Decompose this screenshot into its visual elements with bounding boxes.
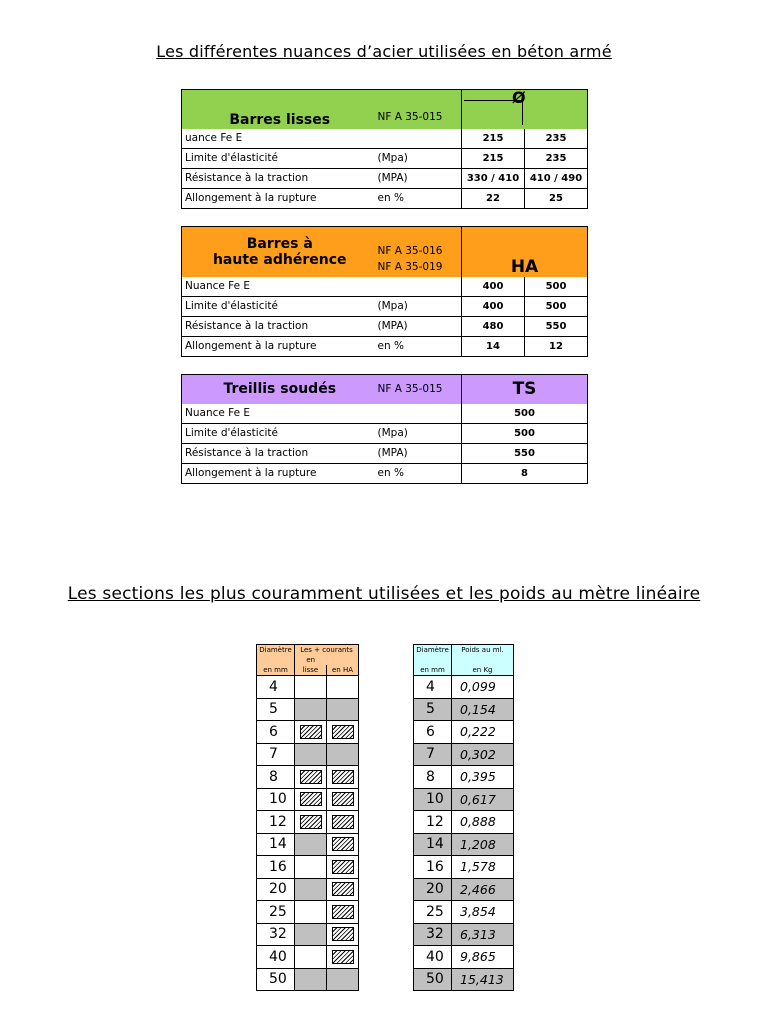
symbol-cell [462, 90, 588, 130]
table-row [257, 968, 359, 991]
table-row [182, 149, 588, 169]
ha-cell [327, 946, 359, 969]
diameter-cell: 5 [414, 698, 452, 721]
table-title-line2: haute adhérence [212, 252, 347, 268]
diameter-cell: 16 [414, 856, 452, 879]
lisse-cell [295, 721, 327, 744]
table-row [257, 923, 359, 946]
table-row [414, 968, 514, 991]
sections-header-row [257, 645, 359, 656]
sections-header-row [257, 665, 359, 676]
lisse-cell [295, 766, 327, 789]
hatch-icon [300, 792, 322, 806]
table-row [414, 788, 514, 811]
hatch-icon [332, 882, 354, 896]
property-label: Nuance Fe E [182, 277, 378, 297]
value-grade-1: 14 [462, 337, 525, 357]
hatch-icon [300, 770, 322, 784]
ha-cell [327, 721, 359, 744]
diameter-cell: 5 [257, 698, 295, 721]
lisse-cell [295, 968, 327, 991]
lisse-cell [295, 946, 327, 969]
property-label: Limite d'élasticité [182, 424, 378, 444]
table-row [414, 698, 514, 721]
table-row [257, 878, 359, 901]
property-label: Résistance à la traction [182, 169, 378, 189]
header-poids: Poids au ml. [452, 645, 514, 656]
ha-cell [327, 811, 359, 834]
table-row [257, 811, 359, 834]
table-row [257, 946, 359, 969]
value-grade-2: 500 [525, 277, 588, 297]
header-blank [452, 655, 514, 665]
table-row [182, 129, 588, 149]
hatch-icon [332, 905, 354, 919]
table-row [182, 424, 588, 444]
hatch-icon [332, 860, 354, 874]
norm-label [378, 227, 462, 278]
norm-label: NF A 35-015 [378, 90, 462, 130]
diameter-cell: 40 [257, 946, 295, 969]
value-grade: 8 [462, 464, 588, 484]
table-row [182, 297, 588, 317]
weight-cell: 0,099 [452, 676, 514, 699]
ha-cell [327, 878, 359, 901]
hatch-icon [300, 815, 322, 829]
table-row [414, 946, 514, 969]
diameter-cell: 32 [414, 923, 452, 946]
diameter-cell: 14 [257, 833, 295, 856]
table-row [257, 721, 359, 744]
value-grade: 500 [462, 424, 588, 444]
unit-label [378, 129, 462, 149]
hatch-icon [300, 725, 322, 739]
diameter-cell: 16 [257, 856, 295, 879]
diameter-cell: 50 [257, 968, 295, 991]
lisse-cell [295, 788, 327, 811]
sections-header-row [257, 655, 359, 665]
table-row [414, 923, 514, 946]
norm-label: NF A 35-015 [378, 375, 462, 405]
property-label: Allongement à la rupture [182, 464, 378, 484]
property-label: Nuance Fe E [182, 404, 378, 424]
value-grade-2: 235 [525, 129, 588, 149]
weights-header-row [414, 655, 514, 665]
page-title: Les différentes nuances d’acier utilisées en béton armé [156, 42, 612, 61]
header-en: en [295, 655, 327, 665]
table-title [182, 227, 378, 278]
hatch-icon [332, 815, 354, 829]
diameter-cell: 25 [414, 901, 452, 924]
table-row [414, 901, 514, 924]
lisse-cell [295, 811, 327, 834]
lisse-cell [295, 833, 327, 856]
hatch-icon [332, 837, 354, 851]
hatch-icon [332, 725, 354, 739]
table-row [182, 404, 588, 424]
value-grade-1: 215 [462, 129, 525, 149]
hatch-icon [332, 950, 354, 964]
diameter-cell: 32 [257, 923, 295, 946]
table-row [257, 743, 359, 766]
unit-label: en % [378, 189, 462, 209]
lisse-cell [295, 743, 327, 766]
table-row [414, 811, 514, 834]
diameter-cell: 6 [257, 721, 295, 744]
header-blank [327, 655, 359, 665]
value-grade-1: 480 [462, 317, 525, 337]
table-row [257, 856, 359, 879]
table-barres-lisses [181, 89, 588, 209]
value-grade-2: 410 / 490 [525, 169, 588, 189]
table-row [257, 766, 359, 789]
value-grade-1: 215 [462, 149, 525, 169]
table-title-line1: Barres à [246, 236, 313, 252]
header-en-kg: en Kg [452, 665, 514, 676]
table-treillis-soudes [181, 374, 588, 484]
weight-cell: 1,208 [452, 833, 514, 856]
header-blank [257, 655, 295, 665]
table-row [182, 317, 588, 337]
diameter-cell: 40 [414, 946, 452, 969]
ha-cell [327, 766, 359, 789]
property-label: Limite d'élasticité [182, 149, 378, 169]
ha-cell [327, 833, 359, 856]
weight-cell: 2,466 [452, 878, 514, 901]
weight-cell: 0,154 [452, 698, 514, 721]
weights-header-row [414, 665, 514, 676]
table-row [257, 833, 359, 856]
table-row [257, 788, 359, 811]
header-blank [414, 655, 452, 665]
unit-label: en % [378, 337, 462, 357]
value-grade-2: 25 [525, 189, 588, 209]
table-barres-ha [181, 226, 588, 357]
diameter-cell: 50 [414, 968, 452, 991]
weight-cell: 15,413 [452, 968, 514, 991]
unit-label: (MPA) [378, 317, 462, 337]
diameter-cell: 20 [414, 878, 452, 901]
unit-label [378, 277, 462, 297]
diameter-cell: 4 [257, 676, 295, 699]
header-en-ha: en HA [327, 665, 359, 676]
weight-cell: 3,854 [452, 901, 514, 924]
table-header [182, 227, 588, 278]
property-label: Limite d'élasticité [182, 297, 378, 317]
table-row [414, 766, 514, 789]
value-grade-1: 400 [462, 277, 525, 297]
unit-label: (Mpa) [378, 297, 462, 317]
diameter-cell: 6 [414, 721, 452, 744]
hatch-icon [332, 927, 354, 941]
table-row [414, 878, 514, 901]
header-lisse: lisse [295, 665, 327, 676]
lisse-cell [295, 923, 327, 946]
ha-cell [327, 743, 359, 766]
ha-cell [327, 968, 359, 991]
value-grade: 550 [462, 444, 588, 464]
table-row [257, 698, 359, 721]
value-grade-2: 235 [525, 149, 588, 169]
value-grade-2: 500 [525, 297, 588, 317]
ha-cell [327, 923, 359, 946]
table-row [182, 189, 588, 209]
weight-cell: 9,865 [452, 946, 514, 969]
header-en-mm: en mm [257, 665, 295, 676]
diameter-cell: 7 [414, 743, 452, 766]
unit-label [378, 404, 462, 424]
table-row [414, 856, 514, 879]
table-row [414, 833, 514, 856]
value-grade: 500 [462, 404, 588, 424]
table-weights [413, 644, 514, 991]
diameter-cell: 25 [257, 901, 295, 924]
diameter-cell: 10 [257, 788, 295, 811]
value-grade-1: 22 [462, 189, 525, 209]
lisse-cell [295, 901, 327, 924]
value-grade-2: 12 [525, 337, 588, 357]
diameter-cell: 12 [257, 811, 295, 834]
lisse-cell [295, 676, 327, 699]
unit-label: en % [378, 464, 462, 484]
weight-cell: 0,302 [452, 743, 514, 766]
header-en-mm: en mm [414, 665, 452, 676]
norm-line1: NF A 35-016 [377, 245, 443, 257]
diameter-cell: 10 [414, 788, 452, 811]
property-label: Allongement à la rupture [182, 189, 378, 209]
diameter-cell: 8 [414, 766, 452, 789]
diameter-cell: 4 [414, 676, 452, 699]
weight-cell: 6,313 [452, 923, 514, 946]
symbol-cell: TS [462, 375, 588, 405]
weight-cell: 0,888 [452, 811, 514, 834]
ha-cell [327, 856, 359, 879]
table-row [414, 676, 514, 699]
header-courants: Les + courants [295, 645, 359, 656]
lisse-cell [295, 698, 327, 721]
diameter-cell: 20 [257, 878, 295, 901]
table-header [182, 375, 588, 405]
diameter-cell: 12 [414, 811, 452, 834]
section-title: Les sections les plus couramment utilisées et les poids au mètre linéaire [67, 584, 701, 604]
header-diametre: Diamètre [257, 645, 295, 656]
unit-label: (MPA) [378, 169, 462, 189]
table-row [182, 464, 588, 484]
table-row [182, 169, 588, 189]
lisse-cell [295, 878, 327, 901]
diameter-cell: 8 [257, 766, 295, 789]
weight-cell: 0,395 [452, 766, 514, 789]
property-label: Résistance à la traction [182, 317, 378, 337]
hatch-icon [332, 792, 354, 806]
table-row [414, 721, 514, 744]
table-row [182, 277, 588, 297]
weights-header-row [414, 645, 514, 656]
weight-cell: 0,222 [452, 721, 514, 744]
diameter-cell: 7 [257, 743, 295, 766]
symbol-cell: HA [462, 227, 588, 278]
diameter-cell: 14 [414, 833, 452, 856]
value-grade-1: 330 / 410 [462, 169, 525, 189]
property-label: Allongement à la rupture [182, 337, 378, 357]
unit-label: (MPA) [378, 444, 462, 464]
table-row [414, 743, 514, 766]
weight-cell: 1,578 [452, 856, 514, 879]
table-title: Barres lisses [182, 90, 378, 130]
table-row [257, 901, 359, 924]
table-common-sections [256, 644, 359, 991]
header-diametre: Diamètre [414, 645, 452, 656]
unit-label: (Mpa) [378, 424, 462, 444]
diameter-symbol: Ø [512, 88, 526, 107]
ha-cell [327, 788, 359, 811]
table-title: Treillis soudés [182, 375, 378, 405]
table-row [182, 337, 588, 357]
table-row [182, 444, 588, 464]
weight-cell: 0,617 [452, 788, 514, 811]
norm-line2: NF A 35-019 [377, 261, 443, 273]
property-label: Résistance à la traction [182, 444, 378, 464]
value-grade-1: 400 [462, 297, 525, 317]
ha-cell [327, 676, 359, 699]
ha-cell [327, 698, 359, 721]
ha-cell [327, 901, 359, 924]
hatch-icon [332, 770, 354, 784]
unit-label: (Mpa) [378, 149, 462, 169]
table-row [257, 676, 359, 699]
table-header [182, 90, 588, 130]
lisse-cell [295, 856, 327, 879]
value-grade-2: 550 [525, 317, 588, 337]
property-label: uance Fe E [182, 129, 378, 149]
